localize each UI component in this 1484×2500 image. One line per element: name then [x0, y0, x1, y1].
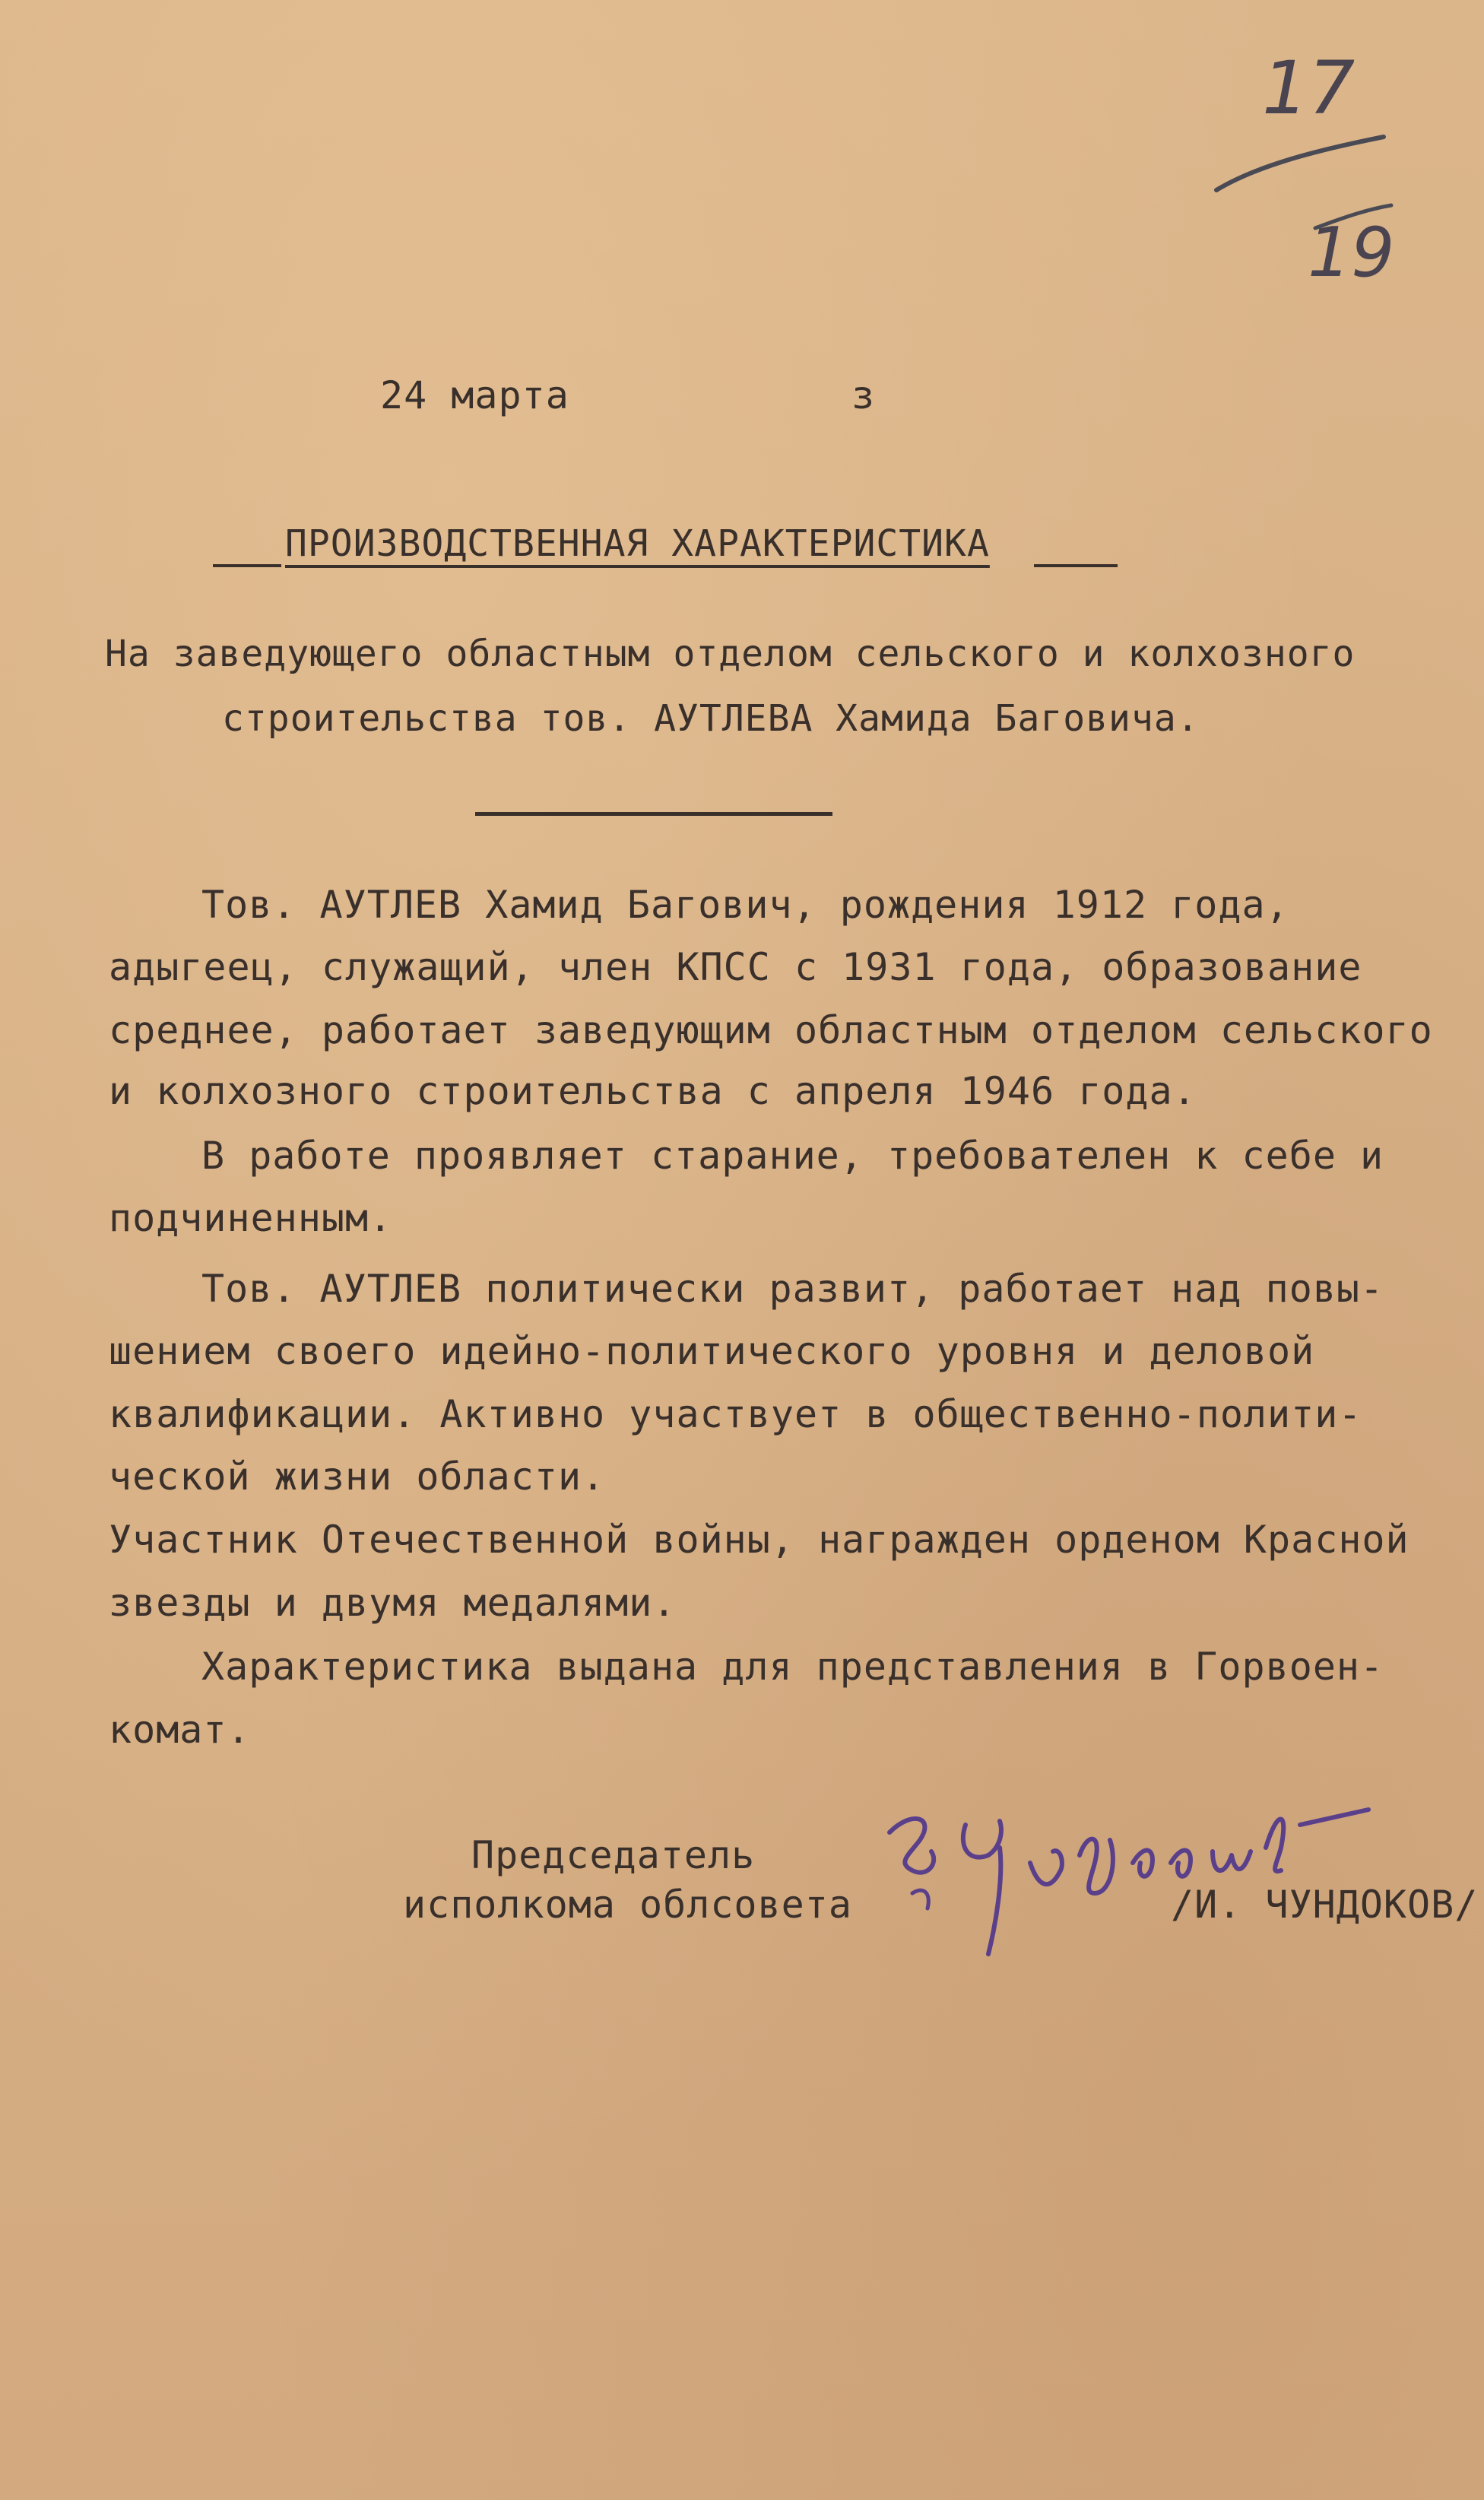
paragraph-2-line-2: подчиненным.	[109, 1196, 393, 1240]
subtitle-line-2: строительства тов. АУТЛЕВА Хамида Баговича.	[222, 697, 1200, 740]
title-underline-left	[213, 564, 281, 567]
paragraph-3-line-2: шением своего идейно-политического уровня и деловой	[109, 1329, 1315, 1373]
signatory-position-line-1: Председатель	[471, 1833, 756, 1877]
signatory-name: /И. ЧУНДОКОВ/	[1171, 1883, 1479, 1927]
paragraph-1-line-3: среднее, работает заведующим областным отделом сельского	[109, 1008, 1433, 1052]
document-date: 24 марта	[380, 373, 569, 417]
paragraph-1-line-4: и колхозного строительства с апреля 1946 года.	[109, 1069, 1197, 1113]
handwritten-signature	[867, 1779, 1414, 1977]
document-title: ПРОИЗВОДСТВЕННАЯ ХАРАКТЕРИСТИКА	[285, 522, 990, 565]
separator-line	[475, 812, 832, 816]
paragraph-4-line-2: комат.	[109, 1708, 251, 1752]
paragraph-2-line-1: В работе проявляет старание, требователен к себе и	[201, 1134, 1384, 1178]
subtitle-line-1: На заведующего областным отделом сельского и колхозного	[105, 633, 1356, 675]
signatory-position-line-2: исполкома облсовета	[403, 1883, 852, 1927]
archive-number-top: 17	[1262, 46, 1356, 131]
paragraph-3-line-1: Тов. АУТЛЕВ политически развит, работает над повы-	[201, 1267, 1384, 1311]
paragraph-1-line-2: адыгеец, служащий, член КПСС с 1931 года, образование	[109, 945, 1362, 989]
paragraph-3-line-3: квалификации. Активно участвует в общественно-полити-	[109, 1392, 1362, 1436]
paragraph-1-line-1: Тов. АУТЛЕВ Хамид Багович, рождения 1912 года,	[201, 883, 1289, 927]
paragraph-4-line-1: Характеристика выдана для представления в Горвоен-	[201, 1645, 1384, 1689]
paragraph-3-line-6: звезды и двумя медалями.	[109, 1581, 677, 1625]
paragraph-3-line-5: Участник Отечественной войны, награжден орденом Красной	[109, 1518, 1409, 1562]
title-underline-right	[1034, 564, 1118, 567]
archive-number-bottom: 19	[1308, 213, 1395, 293]
paragraph-3-line-4: ческой жизни области.	[109, 1455, 606, 1499]
document-date-suffix: з	[851, 373, 876, 417]
